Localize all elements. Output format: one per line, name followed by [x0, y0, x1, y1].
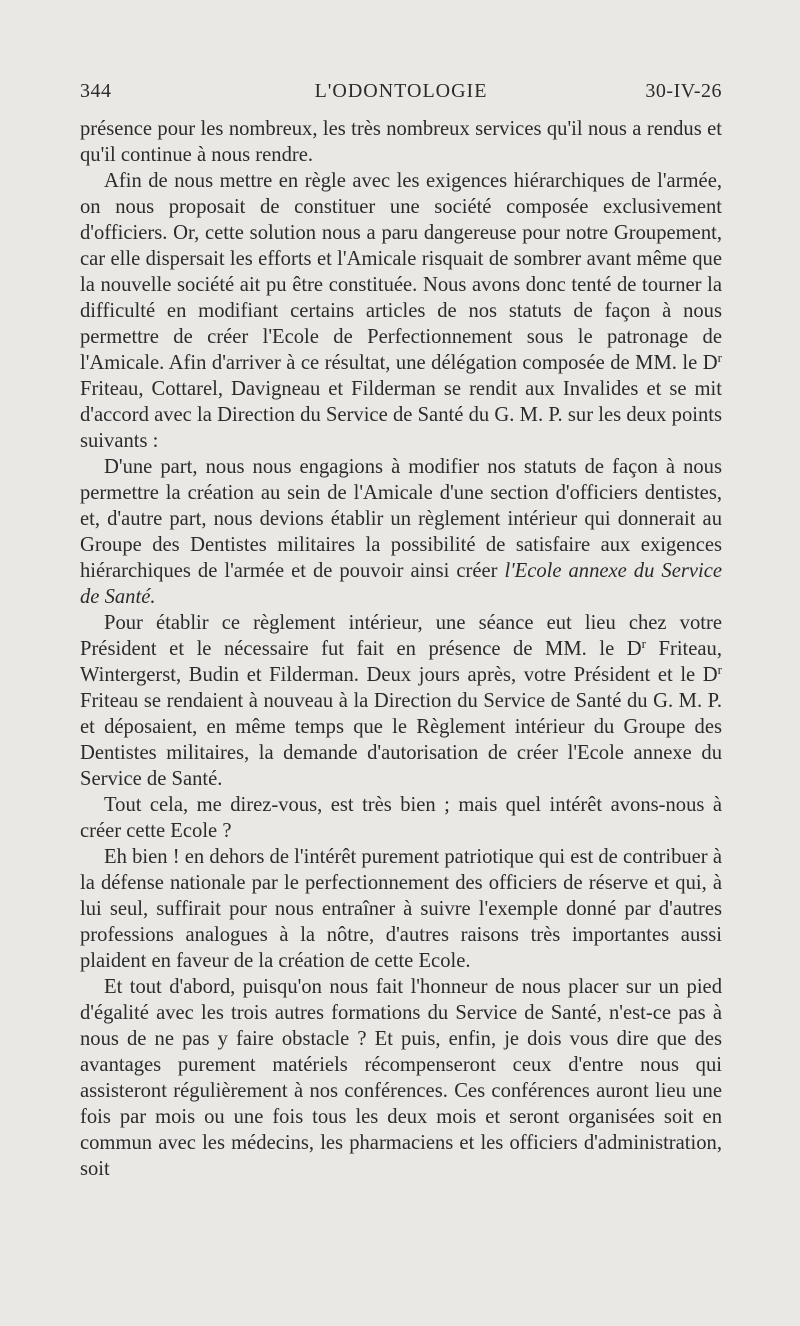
paragraph — [80, 168, 722, 454]
text-run: D'une part, nous nous engagions à modifier nos statuts de façon à nous permettre la création au sein de l'Amicale d'une section d'officiers dentistes, et, d'autre part, nous devions établir un règlement intérieur qui donnerait au Groupe des Dentistes militaires la possibilité de satisfaire aux exigences hiérarchiques de l'armée et de pouvoir ainsi créer — [80, 456, 722, 582]
journal-title: L'ODONTOLOGIE — [314, 80, 488, 102]
text-run: Friteau se rendaient à nouveau à la Direction du Service de Santé du G. M. P. et déposaient, en même temps que le Règlement intérieur du Groupe des Dentistes militaires, la demande d'autorisation de créer l'Ecole annexe du Service de Santé. — [80, 690, 722, 790]
text-run: Friteau, Wintergerst, Budin et Filderman. Deux jours après, votre Président et le D — [80, 638, 722, 686]
running-header — [80, 80, 722, 108]
text-run: Afin de nous mettre en règle avec les exigences hiérarchiques de l'armée, on nous proposait de constituer une société composée exclusivement d'officiers. Or, cette solution nous a paru dangereuse pour notre Groupement, car elle dispersait les efforts et l'Amicale risquait de sombrer avant même que la nouvelle société ait pu être constituée. Nous avons donc tenté de tourner la difficulté en modifiant certains articles de nos statuts de façon à nous permettre de créer l'Ecole de Perfectionnement sous le patronage de l'Amicale. Afin d'arriver à ce résultat, une délégation composée de MM. le D — [80, 170, 722, 374]
text-run: Pour établir ce règlement intérieur, une séance eut lieu chez votre Président et le nécessaire fut fait en présence de MM. le D — [80, 612, 722, 660]
paragraph: Et tout d'abord, puisqu'on nous fait l'honneur de nous placer sur un pied d'égalité avec les trois autres formations du Service de Santé, n'est-ce pas à nous de ne pas y faire obstacle ? Et puis, enfin, je dois vous dire que des avantages purement matériels récompenseront ceux d'entre nous qui assisteront régulièrement à nos conférences. Ces conférences auront lieu une fois par mois ou une fois tous les deux mois et seront organisées soit en commun avec les médecins, les pharmaciens et les officiers d'administration, soit — [80, 976, 722, 1180]
superscript: r — [717, 662, 722, 677]
body-text — [80, 116, 722, 1182]
paragraph — [80, 454, 722, 610]
paragraph: Tout cela, me direz-vous, est très bien ; mais quel intérêt avons-nous à créer cette Ecole ? — [80, 794, 722, 842]
paragraph: présence pour les nombreux, les très nombreux services qu'il nous a rendus et qu'il continue à nous rendre. — [80, 118, 722, 166]
issue-date: 30-IV-26 — [645, 80, 722, 102]
superscript: r — [641, 636, 646, 651]
page-number: 344 — [80, 80, 112, 102]
italic-title: l'Ecole annexe du Service de Santé. — [80, 560, 722, 608]
paragraph: Eh bien ! en dehors de l'intérêt purement patriotique qui est de contribuer à la défense nationale par le perfectionnement des officiers de réserve et qui, à lui seul, suffirait pour nous entraîner à suivre l'exemple donné par d'autres professions analogues à la nôtre, d'autres raisons très importantes aussi plaident en faveur de la création de cette Ecole. — [80, 846, 722, 972]
superscript: r — [717, 350, 722, 365]
text-run: Friteau, Cottarel, Davigneau et Filderman se rendit aux Invalides et se mit d'accord avec la Direction du Service de Santé du G. M. P. sur les deux points suivants : — [80, 378, 722, 452]
paragraph — [80, 610, 722, 792]
